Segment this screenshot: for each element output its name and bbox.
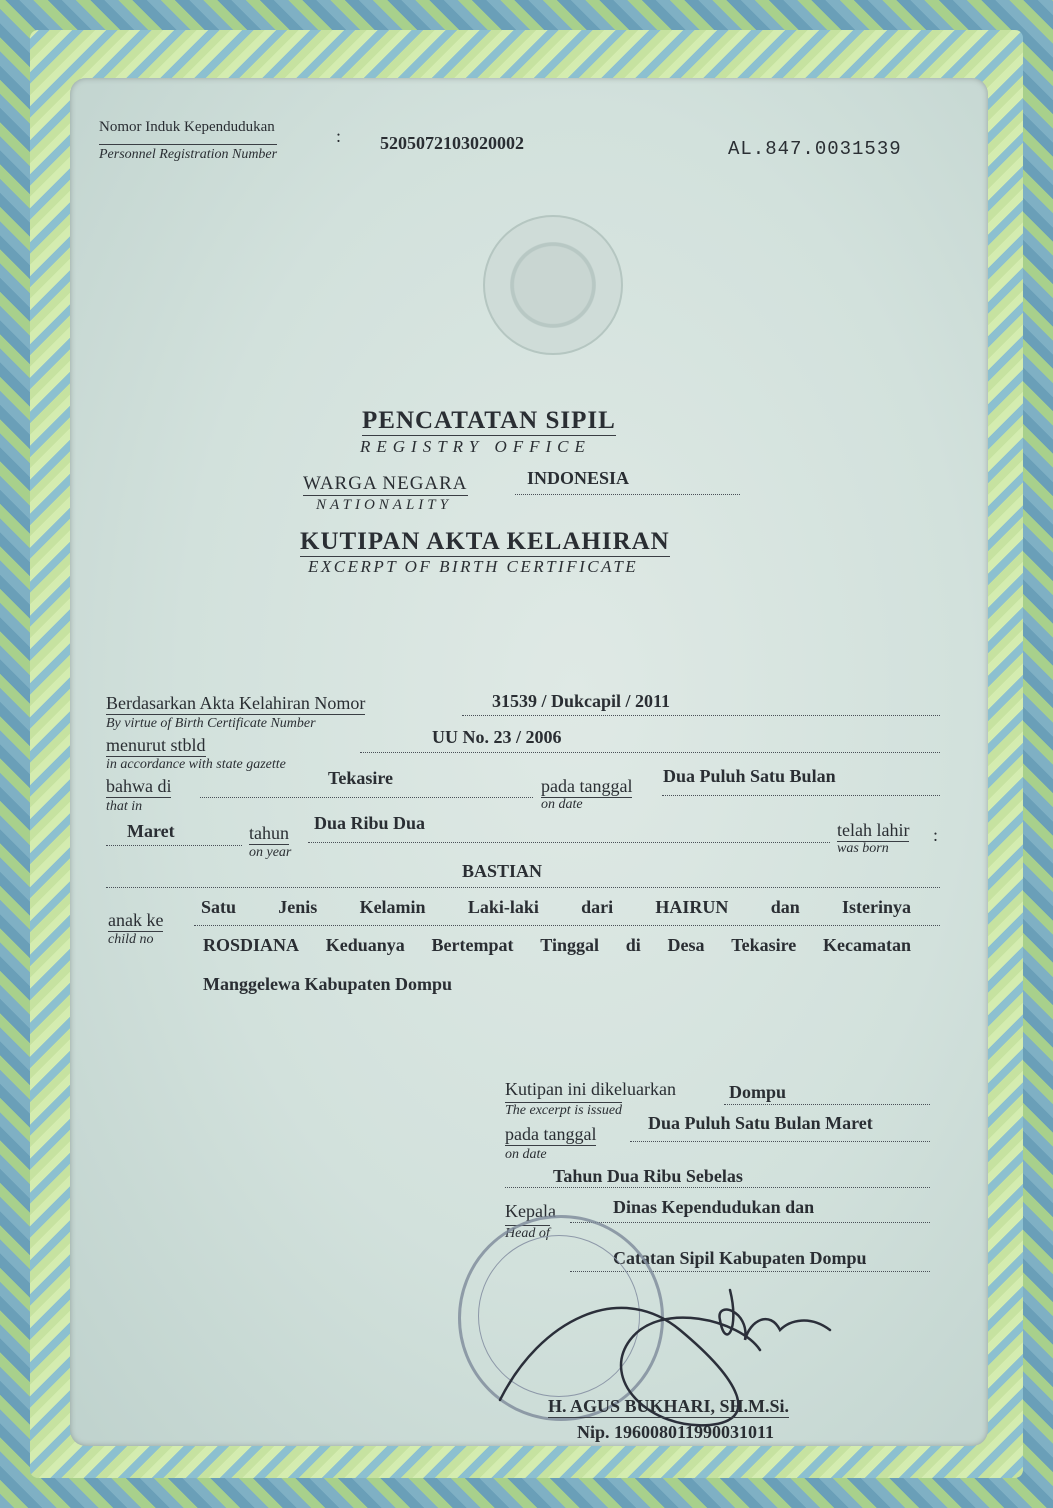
nationality-line	[515, 494, 740, 495]
line2-word: Kecamatan	[823, 935, 911, 955]
year-value: Dua Ribu Dua	[314, 813, 426, 833]
nationality-label: WARGA NEGARA	[303, 473, 468, 494]
month-value: Maret	[127, 821, 175, 841]
child-no-label: anak ke	[108, 910, 164, 930]
head-value1: Dinas Kependudukan dan	[613, 1197, 815, 1217]
cert-no-line	[462, 715, 940, 716]
nik-value: 5205072103020002	[380, 133, 524, 153]
mother-name: ROSDIANA	[203, 935, 300, 955]
date-value: Dua Puluh Satu Bulan	[663, 766, 836, 786]
year-label: tahun	[249, 823, 289, 843]
cert-no-label-en: By virtue of Birth Certificate Number	[106, 716, 316, 731]
document-title: KUTIPAN AKTA KELAHIRAN	[300, 528, 670, 555]
line2-word: Keduanya	[325, 935, 405, 955]
line1-word: Laki-laki	[467, 897, 539, 917]
line1-word: dari	[581, 897, 614, 917]
official-name: H. AGUS BUKHARI, SH.M.Si.	[548, 1396, 790, 1416]
born-colon: :	[933, 825, 939, 845]
place-value: Tekasire	[328, 768, 394, 788]
garuda-emblem-watermark	[483, 215, 623, 355]
office-title: PENCATATAN SIPIL	[362, 407, 616, 434]
nik-colon: :	[336, 126, 342, 146]
document-title-en: EXCERPT OF BIRTH CERTIFICATE	[308, 557, 639, 576]
issue-date-line2	[505, 1187, 930, 1188]
office-title-en: REGISTRY OFFICE	[360, 437, 591, 456]
nationality-value: INDONESIA	[527, 468, 630, 488]
stbld-value: UU No. 23 / 2006	[432, 727, 562, 747]
nik-label: Nomor Induk Kependudukan	[99, 119, 275, 135]
line1-word: Kelamin	[359, 897, 426, 917]
issue-date-label-en: on date	[505, 1147, 547, 1162]
official-nip: Nip. 196008011990031011	[577, 1422, 775, 1442]
month-line	[106, 845, 242, 846]
serial-number: AL.847.0031539	[728, 138, 902, 160]
head-label-en: Head of	[505, 1226, 550, 1241]
line1-word: dan	[770, 897, 800, 917]
head-label: Kepala	[505, 1201, 556, 1221]
date-line	[662, 795, 940, 796]
line2-word: Bertempat	[431, 935, 514, 955]
cert-no-label: Berdasarkan Akta Kelahiran Nomor	[106, 693, 366, 713]
line2-word: Desa	[667, 935, 705, 955]
born-label: telah lahir	[837, 820, 910, 840]
date-label: pada tanggal	[541, 776, 633, 796]
line2-word: Tekasire	[731, 935, 797, 955]
child-details-line1-dots	[194, 925, 940, 926]
head-line1	[570, 1222, 930, 1223]
date-label-en: on date	[541, 797, 583, 812]
nationality-label-en: NATIONALITY	[316, 497, 452, 513]
line2-word: Tinggal	[540, 935, 599, 955]
cert-no-value: 31539 / Dukcapil / 2011	[492, 691, 671, 711]
born-label-en: was born	[837, 841, 889, 856]
line1-word: Isterinya	[841, 897, 911, 917]
child-details-line3: Manggelewa Kabupaten Dompu	[203, 974, 453, 994]
child-name-line	[106, 887, 940, 888]
child-name: BASTIAN	[462, 861, 543, 881]
stbld-label-en: in accordance with state gazette	[106, 757, 286, 772]
place-label-en: that in	[106, 799, 143, 814]
father-name: HAIRUN	[655, 897, 729, 917]
line1-word: Jenis	[278, 897, 318, 917]
place-label: bahwa di	[106, 776, 172, 796]
year-label-en: on year	[249, 845, 292, 860]
year-line	[308, 842, 830, 843]
issued-line	[724, 1104, 930, 1105]
child-details-line1	[201, 897, 911, 918]
stbld-label: menurut stbld	[106, 735, 206, 755]
line2-word: di	[625, 935, 641, 955]
child-details-line2	[203, 935, 911, 956]
issue-date-value2: Tahun Dua Ribu Sebelas	[553, 1166, 743, 1186]
issue-date-line1	[630, 1141, 930, 1142]
head-value2: Catatan Sipil Kabupaten Dompu	[613, 1248, 867, 1268]
place-line	[200, 797, 533, 798]
issue-date-label: pada tanggal	[505, 1124, 597, 1144]
issue-date-value1: Dua Puluh Satu Bulan Maret	[648, 1113, 873, 1133]
line1-word: Satu	[201, 897, 237, 917]
issued-label: Kutipan ini dikeluarkan	[505, 1079, 676, 1099]
stbld-line	[360, 752, 940, 753]
issued-label-en: The excerpt is issued	[505, 1103, 623, 1118]
nik-label-en: Personnel Registration Number	[99, 144, 277, 163]
issued-place: Dompu	[729, 1082, 787, 1102]
child-no-label-en: child no	[108, 932, 154, 947]
